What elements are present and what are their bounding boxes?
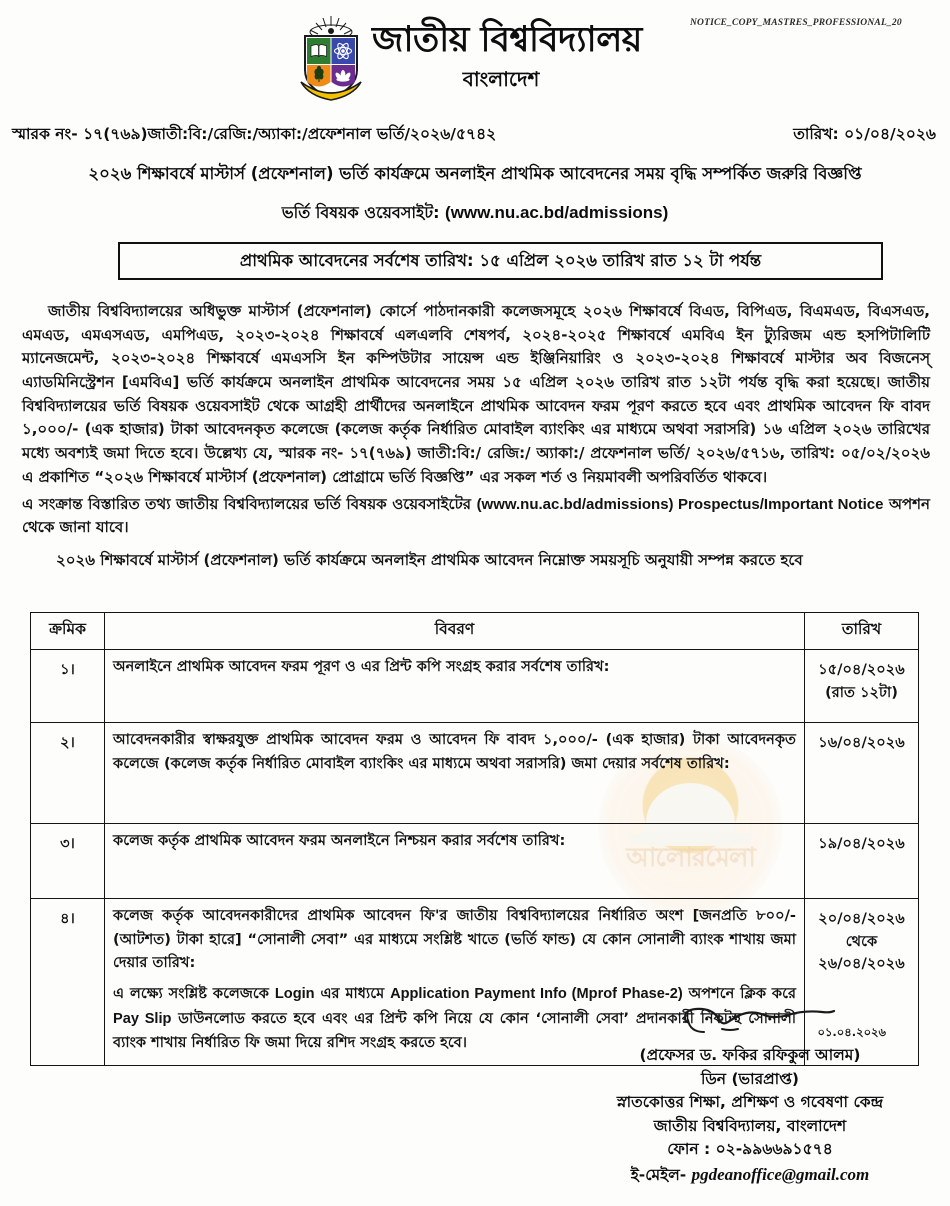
subnote-login: Login — [274, 985, 315, 1002]
signatory-office: স্নাতকোত্তর শিক্ষা, প্রশিক্ষণ ও গবেষণা কেন্দ্র — [616, 1093, 884, 1112]
signatory-institution: জাতীয় বিশ্ববিদ্যালয়, বাংলাদেশ — [653, 1116, 847, 1135]
memo-row — [12, 122, 936, 148]
row-description: অনলাইনে প্রাথমিক আবেদন ফরম পূরণ ও এর প্রিন্ট কপি সংগ্রহ করার সর্বশেষ তারিখ: — [105, 650, 805, 723]
masthead-titles — [372, 22, 702, 98]
schedule-table — [30, 612, 919, 1066]
row-date-line2: (রাত ১২টা) — [825, 683, 898, 701]
website-label: ভর্তি বিষয়ক ওয়েবসাইট: — [281, 203, 446, 222]
signatory-phone: ফোন : ০২-৯৯৬৬৯১৫৭৪ — [667, 1140, 833, 1159]
row-serial: ৪। — [31, 899, 105, 1066]
table-row — [31, 650, 919, 723]
subnote-pay-slip: Pay Slip — [113, 1010, 172, 1027]
row-date-line1: ১৫/০৪/২০২৬ — [818, 661, 905, 678]
para2-pre: এ সংক্রান্ত বিস্তারিত তথ্য জাতীয় বিশ্ববিদ্যালয়ের ভর্তি বিষয়ক ওয়েবসাইটের — [22, 494, 477, 513]
row-date-line2: থেকে — [845, 932, 878, 950]
signatory-name: (প্রফেসর ড. ফকির রফিকুল আলম) — [639, 1046, 861, 1064]
row4-main-text: কলেজ কর্তৃক আবেদনকারীদের প্রাথমিক আবেদন ফি'র জাতীয় বিশ্ববিদ্যালয়ের নির্ধারিত অংশ [জনপ্রতি ৮০০/-(আটশত) টাকা হারে] “সোনালী সেবা” এর মাধ্যমে সংশ্লিষ্ট খাতে (ভর্তি ফান্ড) যে কোন সোনালী ব্যাংক শাখায় জমা দেয়ার তারিখ: — [113, 907, 796, 972]
watermark-label: আলোরমেলা — [626, 842, 755, 873]
row-date: ১৬/০৪/২০২৬ — [805, 723, 919, 824]
handwritten-signature — [678, 1002, 838, 1042]
row-serial: ১। — [31, 650, 105, 723]
subnote-mid2: অপশনে ক্লিক করে — [682, 984, 797, 1002]
university-name: জাতীয় বিশ্ববিদ্যালয় — [372, 20, 642, 60]
row-description: আবেদনকারীর স্বাক্ষরযুক্ত প্রাথমিক আবেদন ফরম ও আবেদন ফি বাবদ ১,০০০/- (এক হাজার) টাকা আবেদনকৃত কলেজে (কলেজ কর্তৃক নির্ধারিত মোবাইল ব্যাংকিং এর মাধ্যমে অথবা সরাসরি) জমা দেয়ার সর্বশেষ তারিখ: — [105, 723, 805, 824]
website-url[interactable]: (www.nu.ac.bd/admissions) — [445, 203, 669, 222]
row-date-line3: ২৬/০৪/২০২৬ — [818, 955, 905, 973]
signature-date: ০১.০৪.২০২৬ — [817, 1025, 886, 1039]
header-description: বিবরণ — [105, 613, 805, 650]
body-paragraph-2 — [22, 493, 930, 540]
country-name: বাংলাদেশ — [462, 66, 540, 91]
subnote-payment-info: Application Payment Info (Mprof Phase-2) — [390, 985, 683, 1002]
row-date: ১৯/০৪/২০২৬ — [805, 824, 919, 899]
para2-latin: (www.nu.ac.bd/admissions) Prospectus/Important Notice — [476, 495, 884, 513]
scan-filename-tag: NOTICE_COPY_MASTRES_PROFESSIONAL_20 — [690, 18, 902, 28]
schedule-intro: ২০২৬ শিক্ষাবর্ষে মাস্টার্স (প্রফেশনাল) ভর্তি কার্যক্রমে অনলাইন প্রাথমিক আবেদন নিম্নোক্ত সময়সূচি অনুযায়ী সম্পন্ন করতে হবে — [56, 550, 803, 569]
subnote-post: ডাউনলোড করতে হবে এবং এর প্রিন্ট কপি নিয়ে যে কোন ‘সোনালী সেবা’ প্রদানকারী নিকটস্থ সোনালী ব্যাংক শাখায় নির্ধারিত ফি জমা দিয়ে রশিদ সংগ্রহ করতে হবে। — [113, 1009, 796, 1052]
university-crest-icon — [295, 12, 367, 104]
notice-body — [22, 300, 930, 578]
deadline-box — [118, 242, 883, 280]
table-row — [31, 824, 919, 899]
header-serial: ক্রমিক — [31, 613, 105, 650]
signature-row — [560, 1002, 940, 1044]
signature-block — [560, 1002, 940, 1188]
row-description: কলেজ কর্তৃক প্রাথমিক আবেদন ফরম অনলাইনে নিশ্চয়ন করার সর্বশেষ তারিখ: — [105, 824, 805, 899]
email-address[interactable]: pgdeanoffice@gmail.com — [691, 1164, 870, 1184]
row-serial: ৩। — [31, 824, 105, 899]
row-date — [805, 650, 919, 723]
para2-post: অপশন থেকে জানা যাবে। — [22, 494, 930, 537]
header-date: তারিখ — [805, 613, 919, 650]
email-label: ই-মেইল- — [630, 1165, 692, 1184]
table-header-row — [31, 613, 919, 650]
table-row — [31, 723, 919, 824]
admissions-website-line — [0, 200, 950, 227]
notice-headline: ২০২৬ শিক্ষাবর্ষে মাস্টার্স (প্রফেশনাল) ভর্তি কার্যক্রমে অনলাইন প্রাথমিক আবেদনের সময় বৃদ্ধি সম্পর্কিত জরুরি বিজ্ঞপ্তি — [88, 164, 862, 183]
deadline-text: প্রাথমিক আবেদনের সর্বশেষ তারিখ: ১৫ এপ্রিল ২০২৬ তারিখ রাত ১২ টা পর্যন্ত — [239, 250, 762, 270]
memo-number: স্মারক নং- ১৭(৭৬৯)জাতী:বি:/রেজি:/অ্যাকা:/প্রফেশনাল ভর্তি/২০২৬/৫৭৪২ — [12, 125, 497, 143]
row-date-line1: ২০/০৪/২০২৬ — [818, 910, 905, 927]
subnote-pre: এ লক্ষ্যে সংশ্লিষ্ট কলেজকে — [113, 984, 275, 1002]
signatory-designation: ডিন (ভারপ্রাপ্ত) — [700, 1069, 800, 1088]
body-paragraph-1: জাতীয় বিশ্ববিদ্যালয়ের অধিভুক্ত মাস্টার্স (প্রফেশনাল) কোর্সে পাঠদানকারী কলেজসমূহে ২০২৬ শিক্ষাবর্ষে বিএড, বিপিএড, বিএমএড, বিএসএড, এমএড, এমএসএড, এমপিএড, ২০২৩-২০২৪ শিক্ষাবর্ষে এলএলবি শেষপর্ব, ২০২৪-২০২৫ শিক্ষাবর্ষে এমবিএ ইন ট্যুরিজম এন্ড হসপিটালিটি ম্যানেজমেন্ট, ২০২৩-২০২৪ শিক্ষাবর্ষে এমএসসি ইন কম্পিউটার সায়েন্স এন্ড ইঞ্জিনিয়ারিং ও ২০২৩-২০২৪ শিক্ষাবর্ষে মাস্টার অব বিজনেস্ এ্যাডমিনিস্ট্রেশন [এমবিএ] ভর্তি কার্যক্রমে অনলাইন প্রাথমিক আবেদনের সময় ১৫ এপ্রিল ২০২৬ তারিখ রাত ১২টা পর্যন্ত বৃদ্ধি করা হয়েছে। জাতীয় বিশ্ববিদ্যালয়ের ভর্তি বিষয়ক ওয়েবসাইট থেকে আগ্রহী প্রার্থীদের অনলাইনে প্রাথমিক আবেদন ফরম পূরণ করতে হবে এবং প্রাথমিক আবেদন ফি বাবদ ১,০০০/- (এক হাজার) টাকা আবেদনকৃত কলেজে (কলেজ কর্তৃক নির্ধারিত মোবাইল ব্যাংকিং এর মাধ্যমে অথবা সরাসরি) ১৬ এপ্রিল ২০২৬ তারিখের মধ্যে অবশ্যই জমা দিতে হবে। উল্লেখ্য যে, স্মারক নং- ১৭(৭৬৯) জাতী:বি:/ রেজি:/ অ্যাকা:/ প্রফেশনাল ভর্তি/ ২০২৬/৫৭১৬, তারিখ: ০৫/০২/২০২৬ এ প্রকাশিত “২০২৬ শিক্ষাবর্ষে মাস্টার্স (প্রফেশনাল) প্রোগ্রামে ভর্তি বিজ্ঞপ্তি” এর সকল শর্ত ও নিয়মাবলী অপরিবর্তিত থাকবে। — [22, 302, 930, 486]
row-serial: ২। — [31, 723, 105, 824]
memo-date: তারিখ: ০১/০৪/২০২৬ — [793, 125, 936, 143]
signatory-email-line — [560, 1162, 940, 1188]
subnote-mid1: এর মাধ্যমে — [314, 984, 391, 1002]
